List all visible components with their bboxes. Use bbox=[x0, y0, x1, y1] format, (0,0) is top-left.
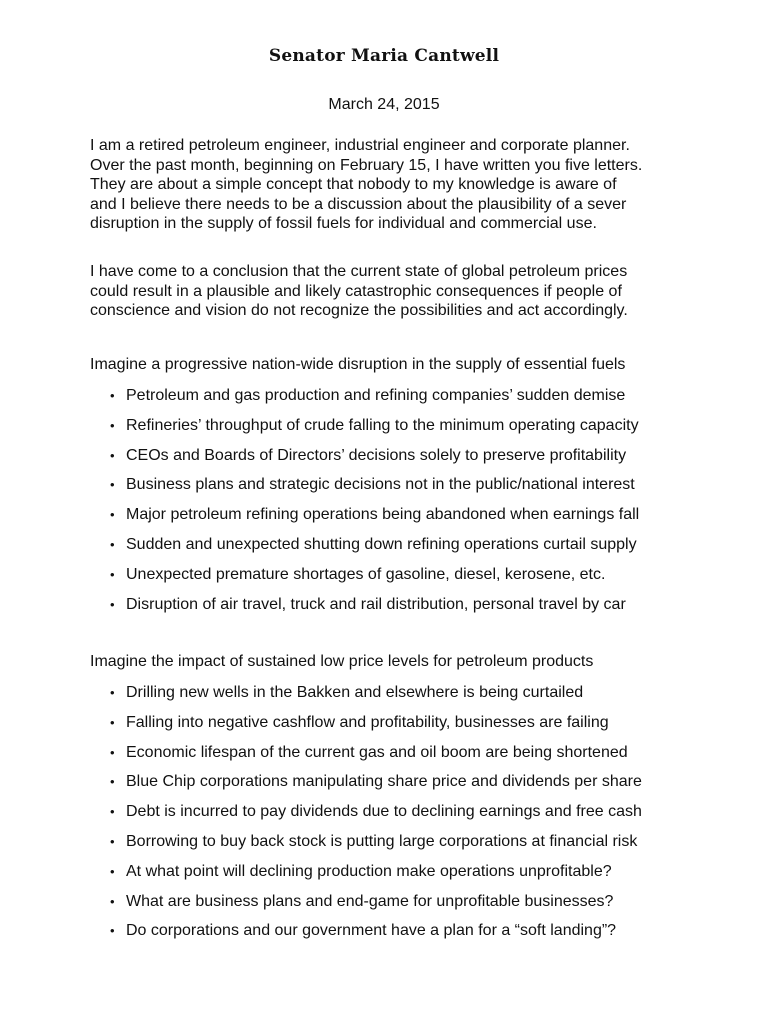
list-item bbox=[110, 683, 642, 713]
list-item bbox=[110, 892, 642, 922]
list-item-text: Borrowing to buy back stock is putting large corporations at financial risk bbox=[126, 832, 638, 850]
conclusion-paragraph: I have come to a conclusion that the current state of global petroleum prices could result in a plausible and likely catastrophic consequences if people of conscience and vision do not recognize the possibilities and act accordingly. bbox=[90, 263, 628, 319]
bullet-icon: • bbox=[110, 596, 115, 612]
bullet-icon: • bbox=[110, 744, 115, 760]
list-item bbox=[110, 505, 639, 535]
list-item bbox=[110, 475, 639, 505]
list-item bbox=[110, 595, 639, 625]
list-item bbox=[110, 743, 642, 773]
section-heading-low-prices: Imagine the impact of sustained low price levels for petroleum products bbox=[90, 653, 594, 670]
bullet-icon: • bbox=[110, 447, 115, 463]
list-item-text: Refineries’ throughput of crude falling to the minimum operating capacity bbox=[126, 416, 639, 434]
list-item bbox=[110, 832, 642, 862]
list-item bbox=[110, 713, 642, 743]
list-item-text: What are business plans and end-game for unprofitable businesses? bbox=[126, 892, 614, 910]
bullet-icon: • bbox=[110, 477, 115, 493]
list-item-text: Blue Chip corporations manipulating share price and dividends per share bbox=[126, 773, 642, 791]
bullet-icon: • bbox=[110, 536, 115, 552]
list-item-text: Economic lifespan of the current gas and oil boom are being shortened bbox=[126, 743, 628, 761]
bullet-icon: • bbox=[110, 923, 115, 939]
bullet-icon: • bbox=[110, 804, 115, 820]
list-item-text: Business plans and strategic decisions not in the public/national interest bbox=[126, 476, 635, 494]
bullet-icon: • bbox=[110, 893, 115, 909]
list-item-text: Petroleum and gas production and refining companies’ sudden demise bbox=[126, 387, 626, 404]
list-item-text: Sudden and unexpected shutting down refining operations curtail supply bbox=[126, 535, 637, 553]
list-item-text: Disruption of air travel, truck and rail distribution, personal travel by car bbox=[126, 595, 626, 613]
list-item-text: Drilling new wells in the Bakken and elsewhere is being curtailed bbox=[126, 684, 584, 701]
letter-title: Senator Maria Cantwell bbox=[268, 46, 500, 66]
list-item bbox=[110, 446, 639, 476]
list-item-text: Falling into negative cashflow and profitability, businesses are failing bbox=[126, 713, 609, 731]
bullet-icon: • bbox=[110, 863, 115, 879]
low-price-bullet-list bbox=[110, 683, 642, 951]
bullet-icon: • bbox=[110, 417, 115, 433]
bullet-icon: • bbox=[110, 833, 115, 849]
list-item-text: Debt is incurred to pay dividends due to declining earnings and free cash bbox=[126, 803, 642, 821]
intro-paragraph: I am a retired petroleum engineer, industrial engineer and corporate planner. Over the past month, beginning on February 15, I have written you five letters. They are about a simple concept that nobody to my knowledge is aware of and I believe there needs to be a discussion about the plausibility of a sever disruption in the supply of fossil fuels for individual and commercial use. bbox=[90, 137, 643, 232]
list-item bbox=[110, 565, 639, 595]
list-item bbox=[110, 862, 642, 892]
list-item-text: Unexpected premature shortages of gasoline, diesel, kerosene, etc. bbox=[126, 565, 606, 583]
list-item bbox=[110, 802, 642, 832]
section-heading-disruption: Imagine a progressive nation-wide disruption in the supply of essential fuels bbox=[90, 356, 626, 373]
bullet-icon: • bbox=[110, 714, 115, 730]
list-item-text: Major petroleum refining operations being abandoned when earnings fall bbox=[126, 506, 640, 524]
list-item-text: At what point will declining production make operations unprofitable? bbox=[126, 862, 612, 880]
list-item bbox=[110, 386, 639, 416]
disruption-bullet-list bbox=[110, 386, 639, 624]
list-item-text: CEOs and Boards of Directors’ decisions solely to preserve profitability bbox=[126, 446, 627, 464]
list-item bbox=[110, 535, 639, 565]
bullet-icon: • bbox=[110, 685, 115, 700]
bullet-icon: • bbox=[110, 507, 115, 523]
list-item bbox=[110, 772, 642, 802]
list-item bbox=[110, 416, 639, 446]
letter-date: March 24, 2015 bbox=[328, 96, 440, 113]
list-item bbox=[110, 921, 642, 951]
list-item-text: Do corporations and our government have a plan for a “soft landing”? bbox=[126, 922, 617, 940]
bullet-icon: • bbox=[110, 774, 115, 790]
bullet-icon: • bbox=[110, 566, 115, 582]
bullet-icon: • bbox=[110, 388, 115, 403]
